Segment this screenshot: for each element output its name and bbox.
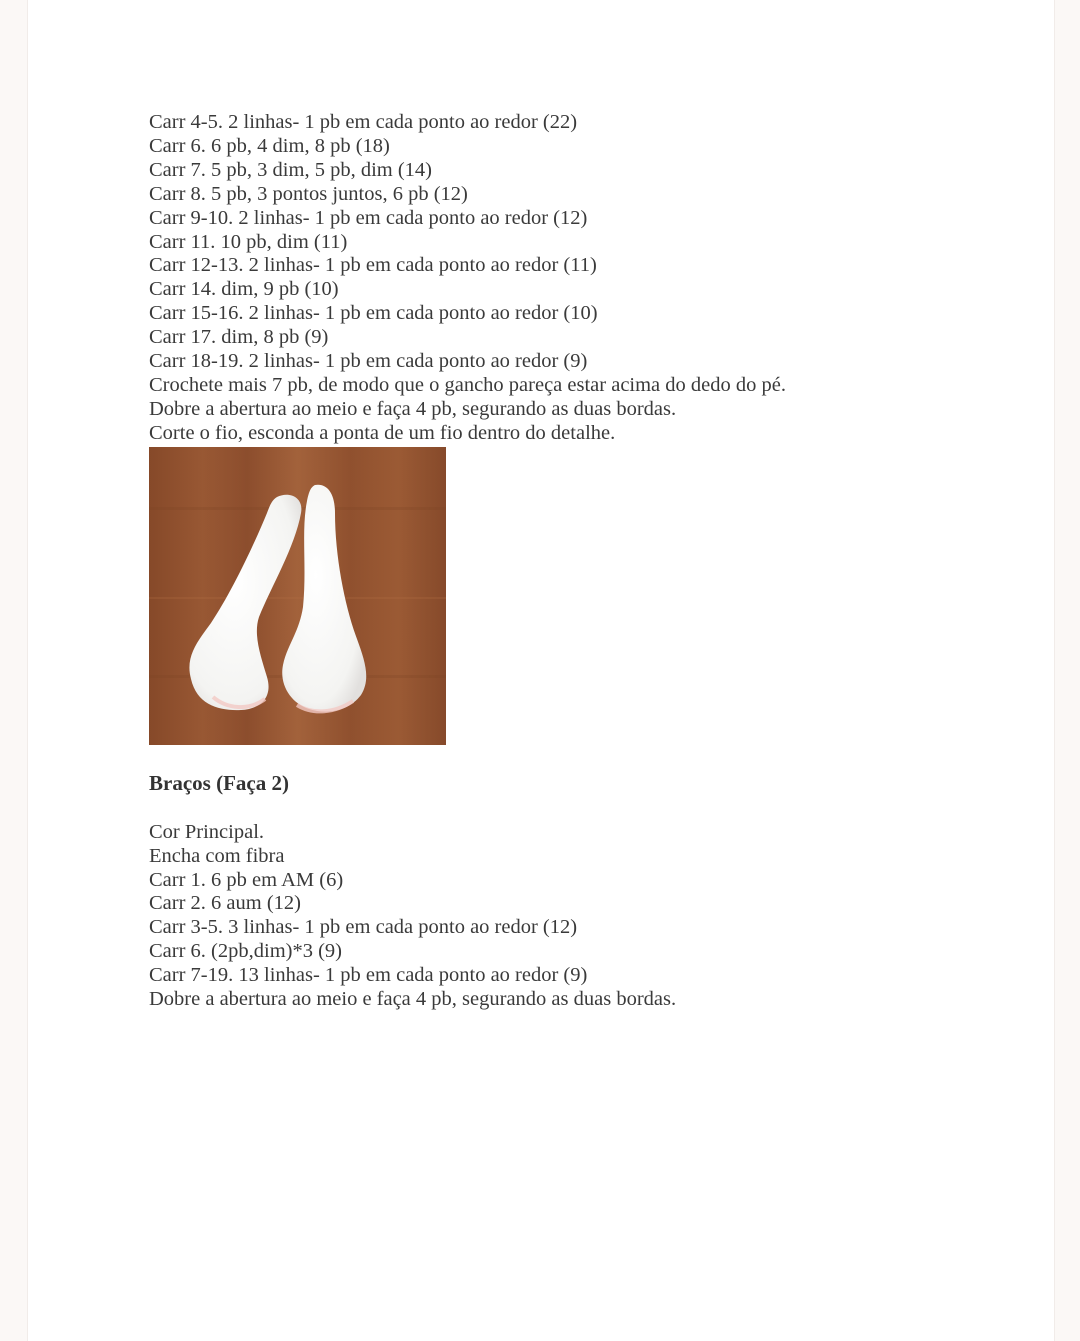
- section-heading-arms: Braços (Faça 2): [149, 770, 289, 795]
- instruction-line: Corte o fio, esconda a ponta de um fio dentro do detalhe.: [149, 421, 616, 444]
- instruction-line: Carr 1. 6 pb em AM (6): [149, 868, 344, 891]
- instruction-line: Carr 17. dim, 8 pb (9): [149, 326, 329, 349]
- instruction-list-legs: [149, 111, 1029, 446]
- instruction-line: Carr 9-10. 2 linhas- 1 pb em cada ponto ao redor (12): [149, 206, 588, 229]
- instruction-list-arms: [149, 821, 1029, 1012]
- instruction-line: Carr 3-5. 3 linhas- 1 pb em cada ponto ao redor (12): [149, 916, 578, 939]
- instruction-line: Crochete mais 7 pb, de modo que o gancho pareça estar acima do dedo do pé.: [149, 373, 786, 396]
- photo-illustration: [149, 447, 446, 745]
- instruction-line: Carr 18-19. 2 linhas- 1 pb em cada ponto ao redor (9): [149, 350, 588, 373]
- document-content: [149, 111, 1029, 1012]
- instruction-line: Carr 7-19. 13 linhas- 1 pb em cada ponto ao redor (9): [149, 964, 588, 987]
- instruction-line: Carr 4-5. 2 linhas- 1 pb em cada ponto ao redor (22): [149, 111, 578, 133]
- instruction-line: Cor Principal.: [149, 820, 265, 843]
- instruction-line: Carr 2. 6 aum (12): [149, 892, 301, 915]
- instruction-line: Carr 12-13. 2 linhas- 1 pb em cada ponto ao redor (11): [149, 254, 597, 277]
- instruction-line: Carr 15-16. 2 linhas- 1 pb em cada ponto ao redor (10): [149, 302, 598, 325]
- instruction-line: Carr 8. 5 pb, 3 pontos juntos, 6 pb (12): [149, 182, 468, 205]
- instruction-line: Carr 11. 10 pb, dim (11): [149, 230, 348, 253]
- instruction-line: Carr 14. dim, 9 pb (10): [149, 278, 339, 301]
- document-page: [27, 0, 1055, 1341]
- instruction-line: Dobre a abertura ao meio e faça 4 pb, segurando as duas bordas.: [149, 988, 677, 1011]
- instruction-line: Carr 6. 6 pb, 4 dim, 8 pb (18): [149, 134, 390, 157]
- instruction-line: Dobre a abertura ao meio e faça 4 pb, segurando as duas bordas.: [149, 397, 677, 420]
- instruction-line: Encha com fibra: [149, 844, 285, 867]
- crochet-pieces-photo: [149, 447, 446, 745]
- instruction-line: Carr 6. (2pb,dim)*3 (9): [149, 940, 342, 963]
- instruction-line: Carr 7. 5 pb, 3 dim, 5 pb, dim (14): [149, 158, 432, 181]
